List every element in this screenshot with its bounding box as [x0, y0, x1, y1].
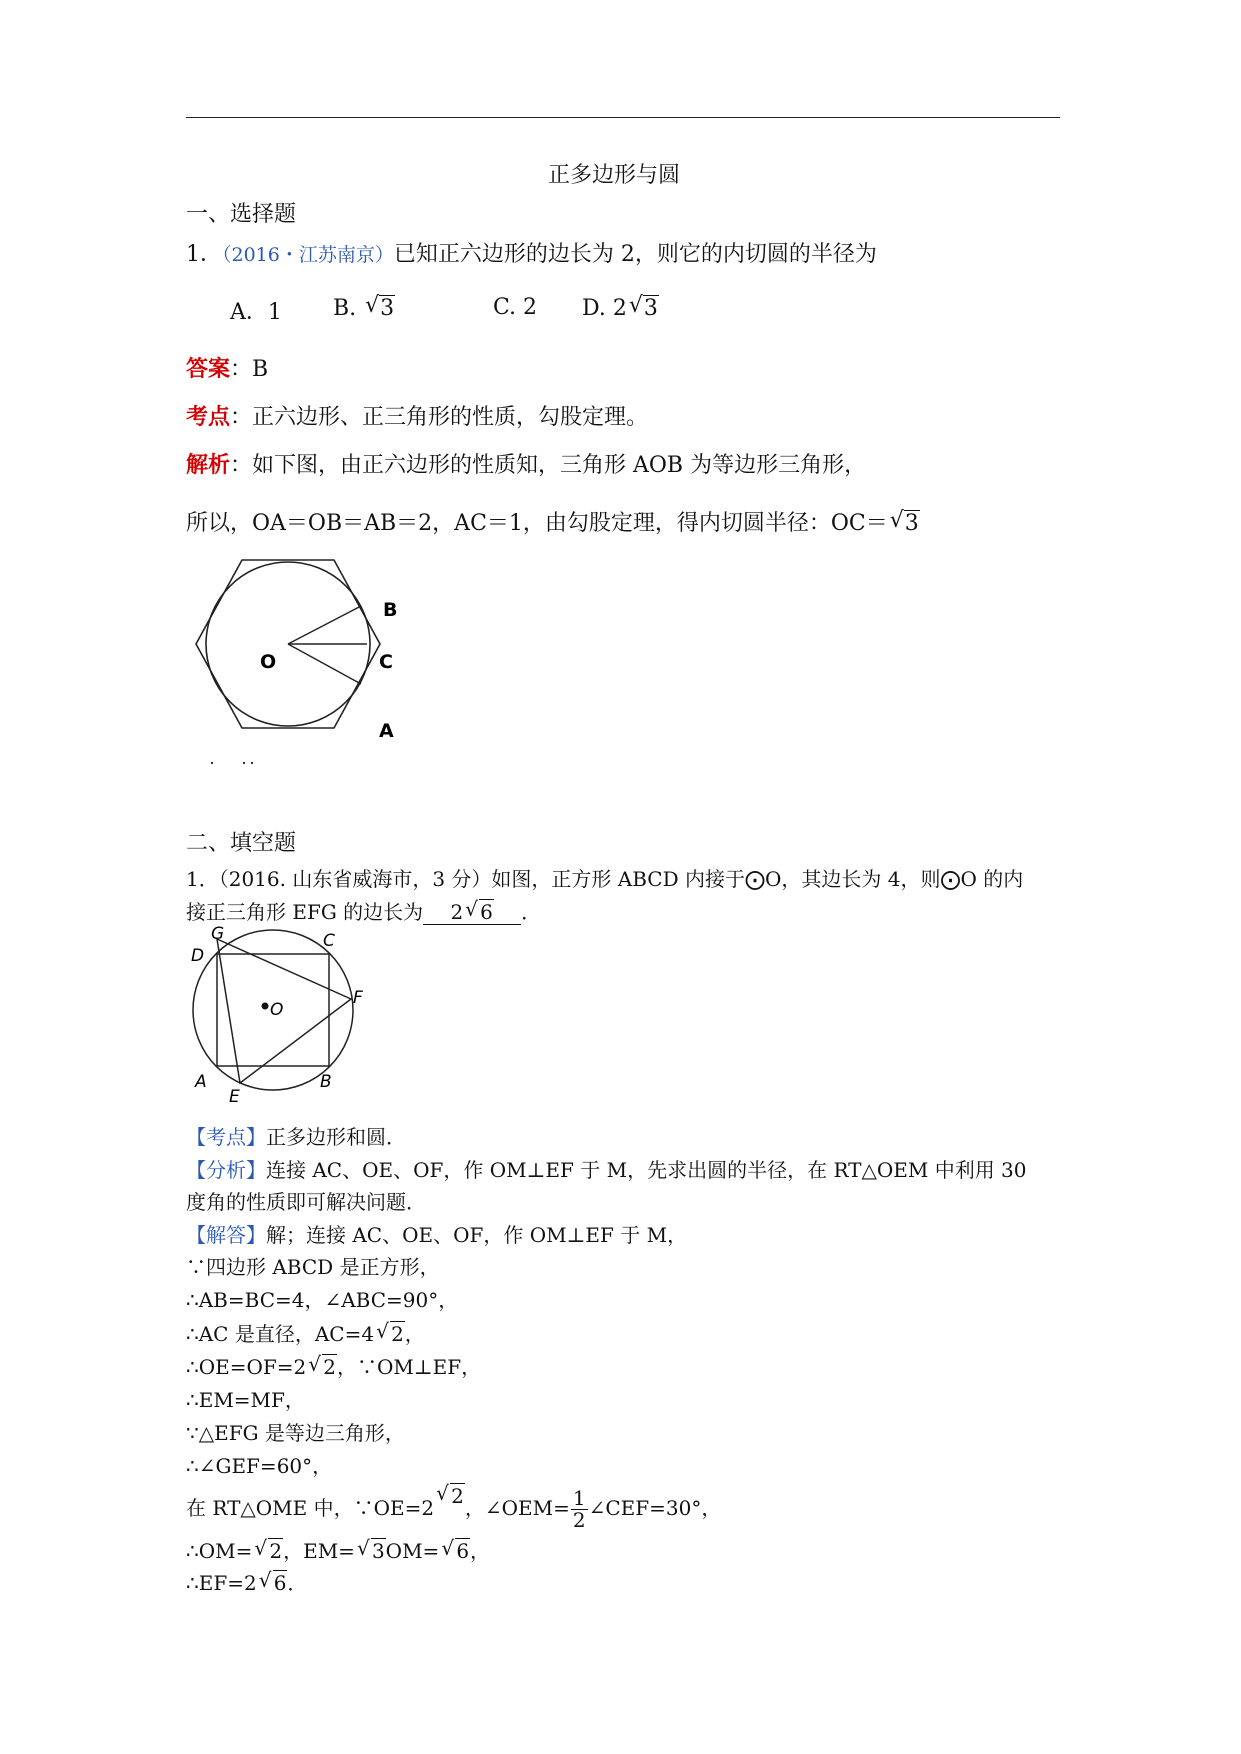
sqrt-expression: √ 3 — [890, 510, 920, 536]
point-text: ：正六边形、正三角形的性质，勾股定理。 — [230, 405, 649, 430]
label-c: C — [379, 651, 393, 673]
q2-analysis-line-2: 度角的性质即可解决问题． — [186, 1190, 426, 1214]
question-text: 已知正六边形的边长为 2，则它的内切圆的半径为 — [393, 242, 877, 267]
header-rule — [186, 117, 1060, 118]
solution-step-6: ∵△EFG 是等边三角形， — [186, 1421, 405, 1445]
label-o: O — [270, 1000, 284, 1020]
segment-oa — [288, 644, 361, 684]
solution-step-4: ∴OE=OF=2√ 2，∵OM⊥EF， — [186, 1351, 481, 1380]
point-label: 考点 — [186, 404, 231, 430]
solution-step-8: 在 RT△OME 中，∵OE=2√ 2，∠OEM= $\frac{1}{2}$ ∠CEF=30°， — [186, 1483, 721, 1531]
analysis-tag: 【分析】 — [186, 1158, 266, 1182]
analysis-label: 解析 — [186, 452, 231, 478]
section-heading-choice: 一、选择题 — [186, 202, 297, 227]
label-a: A — [379, 720, 394, 742]
answer-line — [186, 352, 268, 383]
question-source: （2016・江苏南京） — [222, 244, 394, 266]
segment-ob — [288, 606, 361, 644]
q2-solution-line: 【解答】解；连接 AC、OE、OF，作 OM⊥EF 于 M， — [186, 1223, 688, 1247]
square-triangle-circle-figure — [186, 925, 376, 1105]
triangle-efg-shape — [217, 939, 351, 1083]
solution-step-7: ∴∠GEF=60°， — [186, 1454, 333, 1478]
option-b: B. √ 3 — [333, 295, 395, 321]
sqrt-expression: √ 3 — [629, 295, 659, 321]
solution-step-9: ∴OM=√ 2，EM=√ 3OM=√ 6， — [186, 1535, 490, 1564]
solution-tag: 【解答】 — [186, 1223, 266, 1247]
analysis-line-2: 所以，OA＝OB＝AB＝2，AC＝1，由勾股定理，得内切圆半径：OC＝√ 3 — [186, 506, 920, 537]
question-2-line-1: 1．（2016. 山东省威海市，3 分）如图，正方形 ABCD 内接于⨀O，其边长为 4，则⨀O 的内 — [186, 867, 1024, 891]
page-title: 正多边形与圆 — [548, 163, 681, 188]
analysis-text: ：如下图，由正六边形的性质知，三角形 AOB 为等边形三角形， — [230, 453, 867, 478]
answer-blank: 2√ 6 — [423, 899, 521, 925]
q2-analysis-line-1: 【分析】连接 AC、OE、OF，作 OM⊥EF 于 M，先求出圆的半径，在 RT△OEM 中利用 30 — [186, 1158, 1027, 1182]
knowledge-point-line — [186, 400, 648, 431]
label-b: B — [383, 599, 398, 621]
label-f: F — [353, 988, 363, 1008]
label-c: C — [323, 931, 335, 951]
hexagon-incircle-figure — [186, 550, 416, 770]
label-o: O — [260, 651, 277, 673]
label-g: G — [211, 925, 225, 944]
option-d: D. 2√ 3 — [582, 295, 659, 321]
solution-step-5: ∴EM=MF， — [186, 1388, 305, 1412]
section-heading-fill: 二、填空题 — [186, 831, 297, 856]
center-point — [262, 1003, 269, 1010]
label-b: B — [320, 1072, 332, 1092]
solution-step-3: ∴AC 是直径，AC=4√ 2， — [186, 1318, 425, 1347]
label-a: A — [195, 1072, 207, 1092]
fraction-one-half: $\frac{1}{2}$ — [572, 1486, 586, 1532]
option-c: C. 2 — [493, 295, 538, 320]
analysis-line-1 — [186, 448, 866, 479]
solution-step-2: ∴AB=BC=4，∠ABC=90°， — [186, 1288, 459, 1312]
label-d: D — [191, 946, 205, 966]
sqrt-expression: √ 3 — [365, 295, 395, 321]
solution-step-10: ∴EF=2√ 6． — [186, 1567, 307, 1596]
option-a: A．1 — [230, 300, 282, 325]
q2-point-line: 【考点】正多边形和圆． — [186, 1125, 406, 1149]
question-number: 1． — [186, 242, 222, 267]
answer-value: ：B — [230, 357, 269, 382]
solution-step-1: ∵四边形 ABCD 是正方形， — [186, 1255, 440, 1279]
question-2-line-2: 接正三角形 EFG 的边长为 2√ 6 ． — [186, 896, 541, 925]
question-1-stem — [186, 237, 877, 268]
label-e: E — [229, 1087, 240, 1105]
point-tag: 【考点】 — [186, 1125, 266, 1149]
answer-label: 答案 — [186, 356, 231, 382]
